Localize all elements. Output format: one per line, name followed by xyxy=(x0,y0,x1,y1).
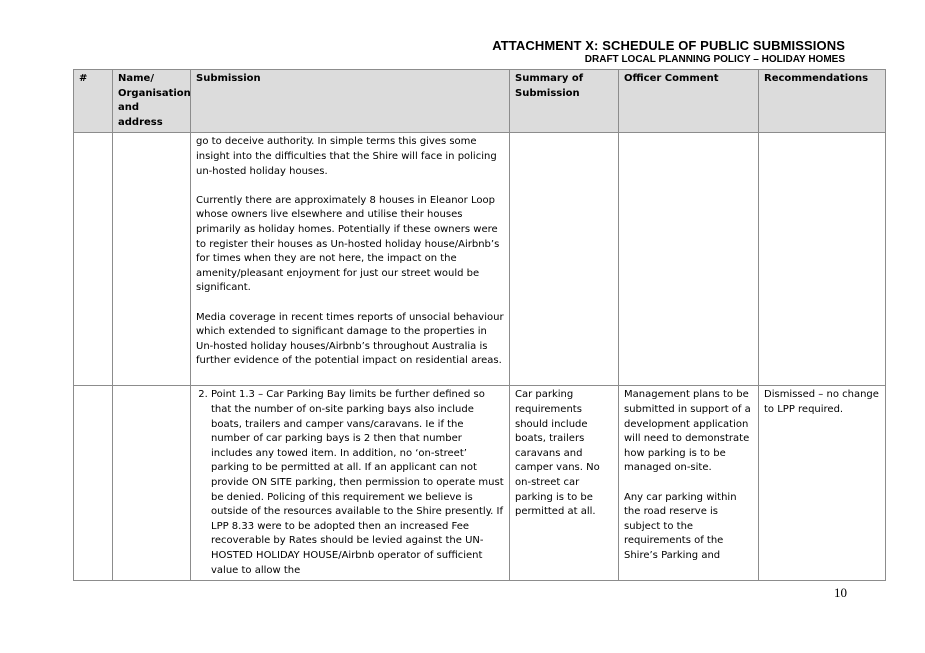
cell-name xyxy=(113,386,191,581)
column-header-number: # xyxy=(74,70,113,133)
cell-submission xyxy=(191,133,510,386)
table-header-row xyxy=(74,70,886,133)
submission-paragraph: Currently there are approximately 8 houses in Eleanor Loop whose owners live elsewhere and utilise their houses primarily as holiday homes. Potentially if these owners were to register their houses as Un-hosted holiday house/Airbnb’s for times when they are not here, the impact on the amenity/pleasant enjoyment for just our street would be significant. xyxy=(196,194,500,294)
cell-submission xyxy=(191,386,510,581)
cell-name xyxy=(113,133,191,386)
cell-number xyxy=(74,386,113,581)
column-header-name: Name/ Organisation and address xyxy=(113,70,191,133)
column-header-officer-comment: Officer Comment xyxy=(619,70,759,133)
page-number: 10 xyxy=(834,585,847,600)
document-title: ATTACHMENT X: SCHEDULE OF PUBLIC SUBMISSIONS xyxy=(492,38,845,53)
cell-recommendation: Dismissed – no change to LPP required. xyxy=(759,386,886,581)
cell-summary xyxy=(510,133,619,386)
submission-paragraph: go to deceive authority. In simple terms this gives some insight into the difficulties that the Shire will face in policing un-hosted holiday houses. xyxy=(196,136,497,177)
cell-officer-comment xyxy=(619,386,759,581)
document-subtitle: DRAFT LOCAL PLANNING POLICY – HOLIDAY HOMES xyxy=(584,54,845,65)
submission-paragraph: Media coverage in recent times reports of unsocial behaviour which extended to significant damage to the properties in Un-hosted holiday houses/Airbnb’s throughout Australia is further evidence of the potential impact on residential areas. xyxy=(196,311,504,367)
table-row xyxy=(74,386,886,581)
cell-summary: Car parking requirements should include boats, trailers caravans and camper vans. No on-street car parking is to be permitted at all. xyxy=(510,386,619,581)
cell-recommendation xyxy=(759,133,886,386)
column-header-submission: Submission xyxy=(191,70,510,133)
column-header-recommendations: Recommendations xyxy=(759,70,886,133)
column-header-summary: Summary of Submission xyxy=(510,70,619,133)
table-row xyxy=(74,133,886,386)
submission-list xyxy=(196,388,504,578)
submissions-table xyxy=(73,69,886,581)
officer-comment-paragraph: Any car parking within the road reserve is subject to the requirements of the Shire’s Parking and xyxy=(624,491,737,561)
officer-comment-paragraph: Management plans to be submitted in support of a development application will need to demonstrate how parking is to be managed on-site. xyxy=(624,389,751,474)
submission-list-item: 2. Point 1.3 – Car Parking Bay limits be further defined so that the number of on-site parking bays also include boats, trailers and camper vans/caravans. Ie if the number of car parking bays is 2 then that number includes any towed item. In addition, no ‘on-street’ parking to be permitted at all. If an applicant can not provide ON SITE parking, then permission to operate must be denied. Policing of this requirement we believe is outside of the resources available to the Shire presently. If LPP 8.33 were to be adopted then an increased Fee recoverable by Rates should be levied against the UN-HOSTED HOLIDAY HOUSE/Airbnb operator of sufficient value to allow the xyxy=(211,388,504,578)
cell-officer-comment xyxy=(619,133,759,386)
cell-number xyxy=(74,133,113,386)
